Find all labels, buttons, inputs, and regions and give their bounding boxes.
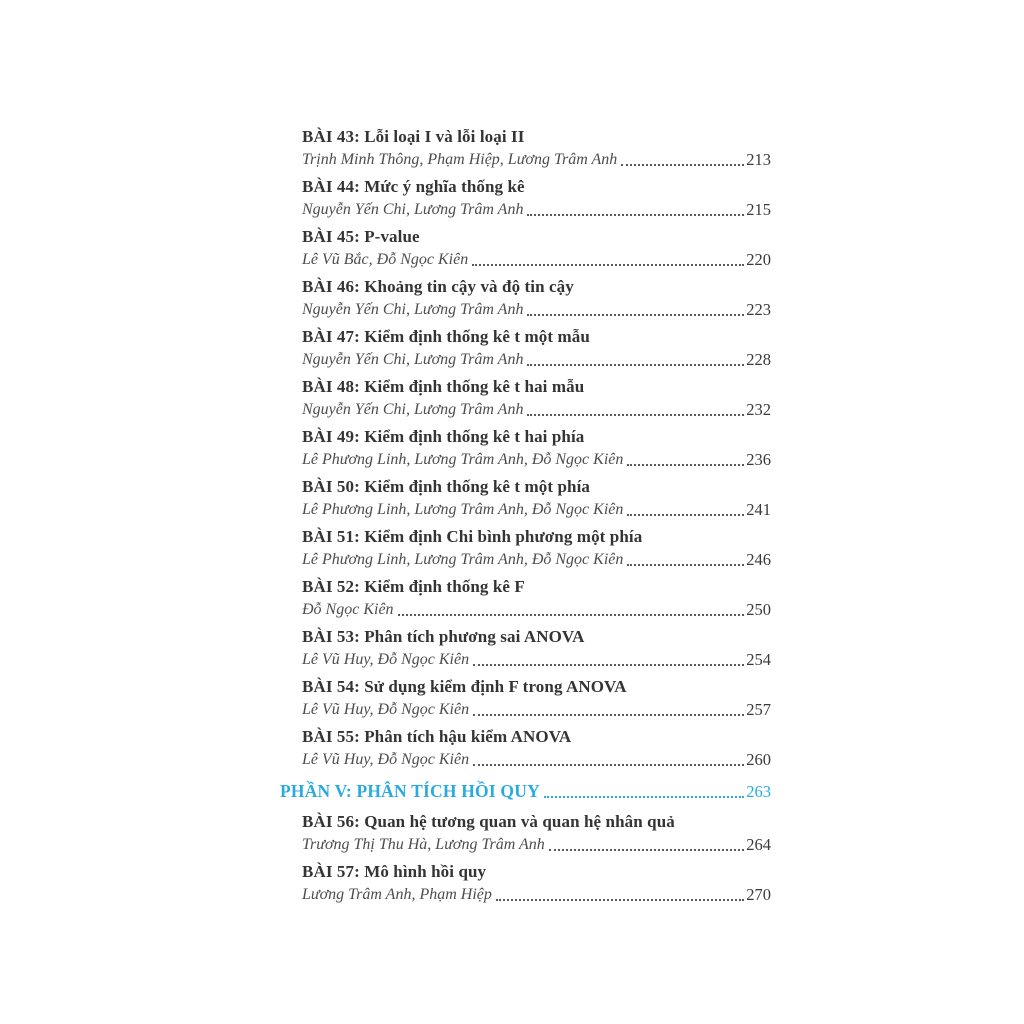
toc-entry-authors: Lê Vũ Huy, Đỗ Ngọc Kiên [302, 701, 470, 718]
toc-entry [280, 426, 771, 470]
toc-entry-page-number: 246 [746, 550, 771, 569]
toc-section-page-number: 263 [746, 782, 771, 801]
toc-entry-page-number: 213 [746, 150, 771, 169]
toc-entry-author-row [280, 199, 771, 220]
toc-entry [280, 176, 771, 220]
toc-entry-page-number: 250 [746, 600, 771, 619]
toc-entry-title: BÀI 55: Phân tích hậu kiểm ANOVA [302, 727, 572, 746]
toc-entry-author-row [280, 749, 771, 770]
toc-entry-title: BÀI 50: Kiểm định thống kê t một phía [302, 477, 591, 496]
toc-entry-title: BÀI 54: Sử dụng kiểm định F trong ANOVA [302, 677, 627, 696]
toc-entry-page-number: 220 [746, 250, 771, 269]
toc-entry-page-number: 260 [746, 750, 771, 769]
toc-entry-title: BÀI 44: Mức ý nghĩa thống kê [302, 177, 525, 196]
toc-entry-author-row [280, 549, 771, 570]
toc-entry-authors: Lê Vũ Bắc, Đỗ Ngọc Kiên [302, 251, 469, 268]
dot-leader [472, 264, 744, 266]
toc-entry-authors: Nguyễn Yến Chi, Lương Trâm Anh [302, 401, 524, 418]
dot-leader [527, 414, 744, 416]
toc-entry-author-row [280, 834, 771, 855]
toc-entry-page-number: 264 [746, 835, 771, 854]
toc-entry-page-number: 215 [746, 200, 771, 219]
toc-entry [280, 376, 771, 420]
toc-entry-authors: Đỗ Ngọc Kiên [302, 601, 394, 618]
toc-section-title: PHẦN V: PHÂN TÍCH HỒI QUY [280, 781, 540, 801]
dot-leader [496, 899, 744, 901]
toc-entry-author-row [280, 649, 771, 670]
toc-entry-author-row [280, 349, 771, 370]
toc-entry-title: BÀI 49: Kiểm định thống kê t hai phía [302, 427, 585, 446]
toc-entry-authors: Lương Trâm Anh, Phạm Hiệp [302, 886, 492, 903]
toc-entry [280, 676, 771, 720]
toc-entry-page-number: 236 [746, 450, 771, 469]
dot-leader [544, 796, 744, 798]
toc-entry-authors: Lê Phương Linh, Lương Trâm Anh, Đỗ Ngọc Kiên [302, 551, 624, 568]
toc-entry [280, 526, 771, 570]
toc-entry-page-number: 270 [746, 885, 771, 904]
toc-entry-author-row [280, 599, 771, 620]
toc-entry-authors: Nguyễn Yến Chi, Lương Trâm Anh [302, 351, 524, 368]
toc-entry [280, 326, 771, 370]
toc-entry [280, 811, 771, 855]
toc-entry [280, 126, 771, 170]
toc-entry-page-number: 257 [746, 700, 771, 719]
toc-entry-page-number: 232 [746, 400, 771, 419]
dot-leader [527, 314, 744, 316]
toc-entry-author-row [280, 299, 771, 320]
toc-entry [280, 861, 771, 905]
toc-entry [280, 626, 771, 670]
toc-entry-authors: Lê Vũ Huy, Đỗ Ngọc Kiên [302, 651, 470, 668]
toc-entry-authors: Trương Thị Thu Hà, Lương Trâm Anh [302, 836, 545, 853]
dot-leader [527, 214, 744, 216]
toc-entry [280, 226, 771, 270]
toc-entry-title: BÀI 57: Mô hình hồi quy [302, 862, 487, 881]
dot-leader [398, 614, 745, 616]
toc-entry-author-row [280, 149, 771, 170]
toc-entry-author-row [280, 884, 771, 905]
toc-entry-title: BÀI 56: Quan hệ tương quan và quan hệ nhân quả [302, 812, 675, 831]
toc-entry-authors: Trịnh Minh Thông, Phạm Hiệp, Lương Trâm Anh [302, 151, 618, 168]
dot-leader [549, 849, 745, 851]
toc-entry-title: BÀI 45: P-value [302, 227, 420, 246]
dot-leader [473, 714, 744, 716]
dot-leader [627, 514, 744, 516]
toc-entry-author-row [280, 699, 771, 720]
toc-entry-page-number: 223 [746, 300, 771, 319]
toc-entry-title: BÀI 43: Lỗi loại I và lỗi loại II [302, 127, 525, 146]
toc-entry-page-number: 228 [746, 350, 771, 369]
toc-entry-title: BÀI 46: Khoảng tin cậy và độ tin cậy [302, 277, 574, 296]
toc-entry-authors: Lê Phương Linh, Lương Trâm Anh, Đỗ Ngọc Kiên [302, 451, 624, 468]
toc-entry-page-number: 241 [746, 500, 771, 519]
toc-entry-title: BÀI 51: Kiểm định Chi bình phương một phía [302, 527, 643, 546]
dot-leader [527, 364, 744, 366]
toc-entry-page-number: 254 [746, 650, 771, 669]
toc-entry-authors: Lê Phương Linh, Lương Trâm Anh, Đỗ Ngọc Kiên [302, 501, 624, 518]
toc-entry-title: BÀI 53: Phân tích phương sai ANOVA [302, 627, 585, 646]
dot-leader [473, 764, 744, 766]
toc-entry-author-row [280, 249, 771, 270]
toc-entry-title: BÀI 48: Kiểm định thống kê t hai mẫu [302, 377, 585, 396]
toc-entry-authors: Nguyễn Yến Chi, Lương Trâm Anh [302, 201, 524, 218]
toc-entry [280, 726, 771, 770]
toc-list [280, 126, 771, 911]
toc-entry-author-row [280, 399, 771, 420]
dot-leader [627, 464, 744, 466]
dot-leader [627, 564, 744, 566]
toc-section-heading [280, 780, 771, 802]
toc-entry-author-row [280, 499, 771, 520]
toc-entry [280, 476, 771, 520]
toc-entry-authors: Lê Vũ Huy, Đỗ Ngọc Kiên [302, 751, 470, 768]
toc-entry-title: BÀI 52: Kiểm định thống kê F [302, 577, 525, 596]
dot-leader [621, 164, 744, 166]
toc-entry-author-row [280, 449, 771, 470]
toc-entry [280, 276, 771, 320]
toc-entry [280, 576, 771, 620]
dot-leader [473, 664, 744, 666]
toc-entry-authors: Nguyễn Yến Chi, Lương Trâm Anh [302, 301, 524, 318]
toc-entry-title: BÀI 47: Kiểm định thống kê t một mẫu [302, 327, 590, 346]
